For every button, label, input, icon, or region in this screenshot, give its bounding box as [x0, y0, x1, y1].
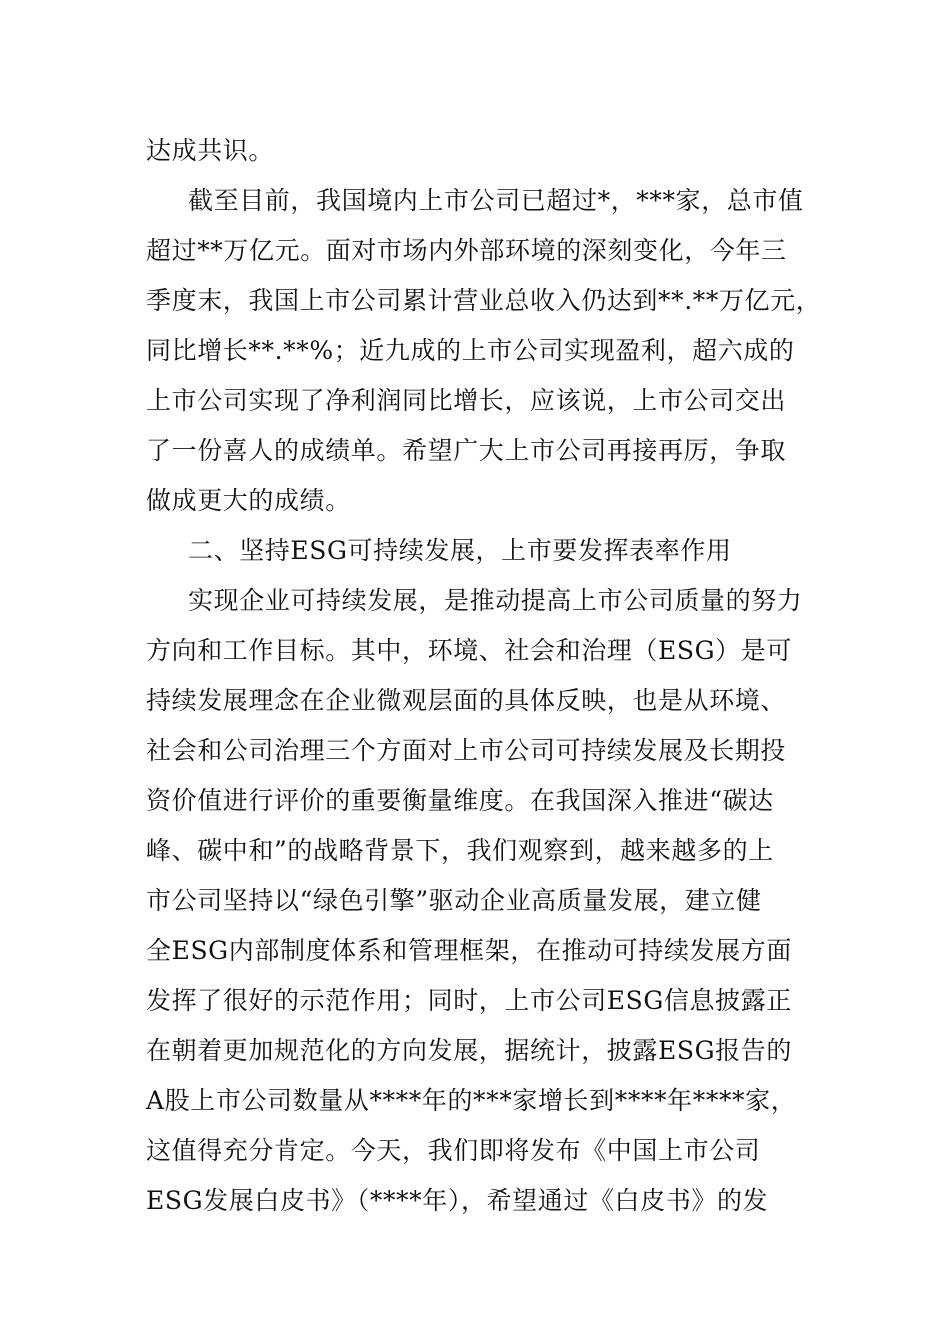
- paragraph-line: 市公司坚持以“绿色引擎”驱动企业高质量发展，建立健: [146, 886, 762, 915]
- paragraph-line: 发挥了很好的示范作用；同时，上市公司ESG信息披露正: [146, 986, 792, 1015]
- paragraph-line: 资价值进行评价的重要衡量维度。在我国深入推进“碳达: [146, 786, 774, 815]
- paragraph-line: 截至目前，我国境内上市公司已超过*，***家，总市值: [188, 186, 804, 215]
- paragraph-line: 上市公司实现了净利润同比增长，应该说，上市公司交出: [146, 386, 787, 415]
- paragraph-line: 了一份喜人的成绩单。希望广大上市公司再接再厉，争取: [146, 436, 787, 465]
- paragraph-line: 全ESG内部制度体系和管理框架，在推动可持续发展方面: [146, 936, 792, 965]
- paragraph-line: 同比增长**.**%；近九成的上市公司实现盈利，超六成的: [146, 336, 795, 365]
- paragraph-line: 超过**万亿元。面对市场内外部环境的深刻变化，今年三: [146, 236, 787, 265]
- paragraph-line: 做成更大的成绩。: [146, 486, 351, 515]
- section-heading: 二、坚持ESG可持续发展，上市要发挥表率作用: [188, 536, 732, 565]
- paragraph-line: 持续发展理念在企业微观层面的具体反映，也是从环境、: [146, 686, 787, 715]
- paragraph-line: 在朝着更加规范化的方向发展，据统计，披露ESG报告的: [146, 1036, 792, 1065]
- paragraph-line: 这值得充分肯定。今天，我们即将发布《中国上市公司: [146, 1136, 761, 1165]
- paragraph-line: 社会和公司治理三个方面对上市公司可持续发展及长期投: [146, 736, 787, 765]
- paragraph-line: A股上市公司数量从****年的***家增长到****年****家，: [146, 1086, 797, 1115]
- paragraph-line: 季度末，我国上市公司累计营业总收入仍达到**.**万亿元，: [146, 286, 822, 315]
- paragraph-line: 峰、碳中和”的战略背景下，我们观察到，越来越多的上: [146, 836, 774, 865]
- paragraph-line: ESG发展白皮书》（****年），希望通过《白皮书》的发: [146, 1186, 769, 1215]
- paragraph-line: 方向和工作目标。其中，环境、社会和治理（ESG）是可: [146, 636, 792, 665]
- paragraph-line: 达成共识。: [146, 136, 275, 165]
- paragraph-line: 实现企业可持续发展，是推动提高上市公司质量的努力: [188, 586, 803, 615]
